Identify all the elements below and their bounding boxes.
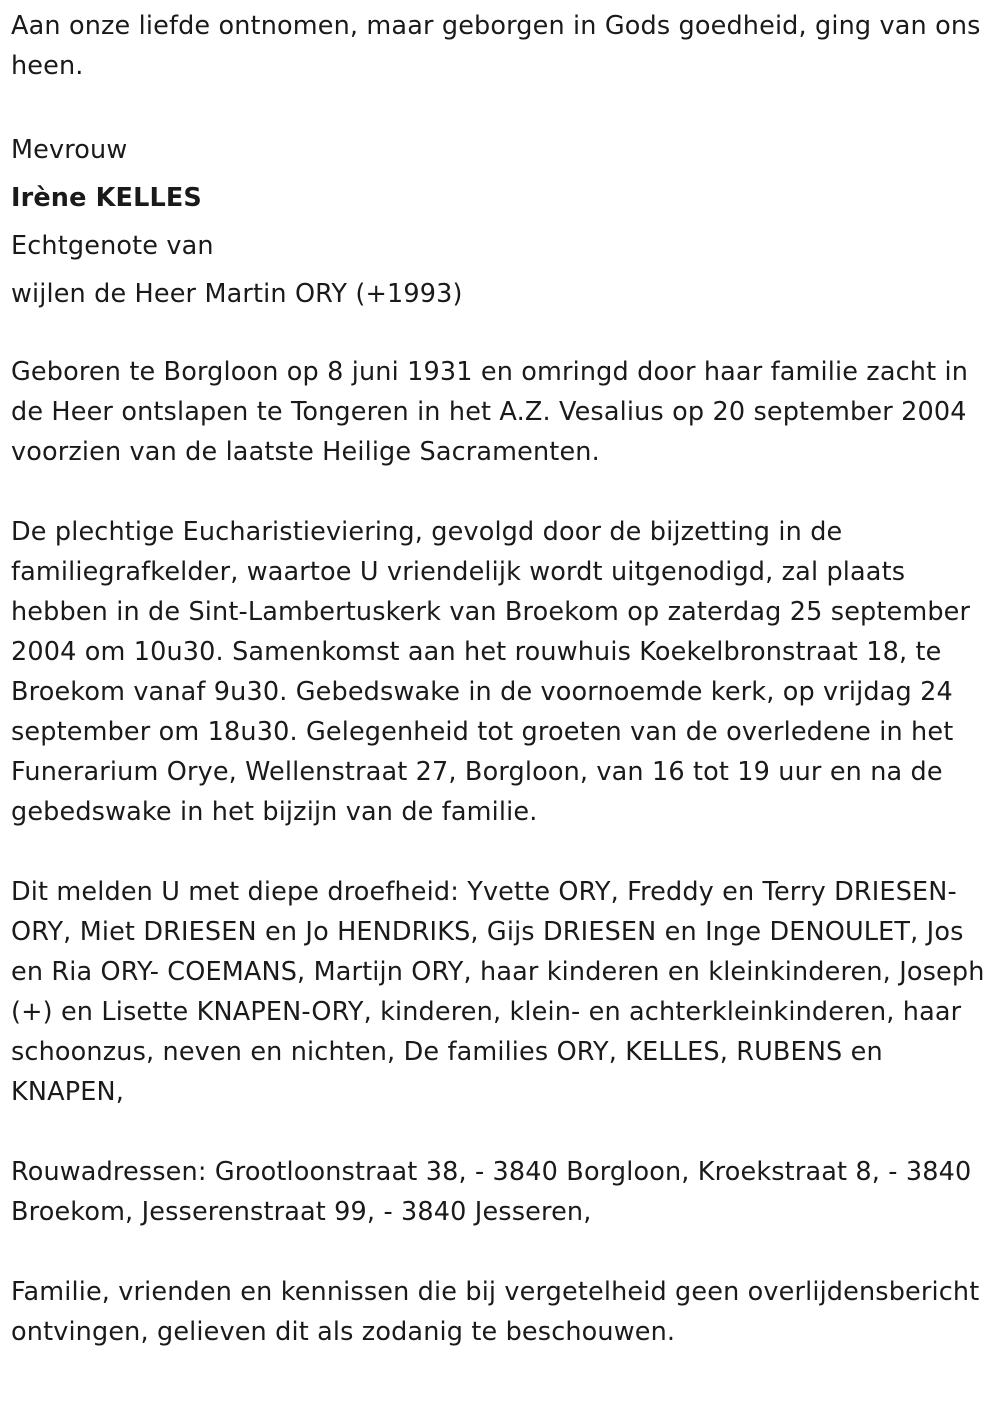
- relation-line-2: wijlen de Heer Martin ORY (+1993): [11, 279, 463, 309]
- spacer: [11, 832, 986, 872]
- funeral-paragraph: De plechtige Eucharistieviering, gevolgd door de bijzetting in de familiegrafkelder, waartoe U vriendelijk wordt uitgenodigd, zal plaats hebben in de Sint-Lambertuskerk van Broekom op zaterdag 25 september 2004 om 10u30. Samenkomst aan het rouwhuis Koekelbronstraat 18, te Broekom vanaf 9u30. Gebedswake in de voornoemde kerk, op vrijdag 24 september om 18u30. Gelegenheid tot groeten van de overledene in het Funerarium Orye, Wellenstraat 27, Borgloon, van 16 tot 19 uur en na de gebedswake in het bijzijn van de familie.: [11, 517, 971, 827]
- spacer: [11, 1232, 986, 1272]
- spacer: [11, 1112, 986, 1152]
- spacer: [11, 472, 986, 512]
- spacer: [11, 318, 986, 352]
- spacer: [11, 86, 986, 126]
- obituary-document: [11, 0, 986, 1352]
- closing-paragraph: Familie, vrienden en kennissen die bij vergetelheid geen overlijdensbericht ontvingen, gelieven dit als zodanig te beschouwen.: [11, 1277, 980, 1347]
- title-text: Mevrouw: [11, 135, 128, 165]
- deceased-name: Irène KELLES: [11, 183, 202, 213]
- birth-death-paragraph: Geboren te Borgloon op 8 juni 1931 en omringd door haar familie zacht in de Heer ontslapen te Tongeren in het A.Z. Vesalius op 20 september 2004 voorzien van de laatste Heilige Sacramenten.: [11, 357, 969, 467]
- announcers-paragraph: Dit melden U met diepe droefheid: Yvette ORY, Freddy en Terry DRIESEN-ORY, Miet DRIESEN en Jo HENDRIKS, Gijs DRIESEN en Inge DENOULET, Jos en Ria ORY- COEMANS, Martijn ORY, haar kinderen en kleinkinderen, Joseph (+) en Lisette KNAPEN-ORY, kinderen, klein- en achterkleinkinderen, haar schoonzus, neven en nichten, De families ORY, KELLES, RUBENS en KNAPEN,: [11, 877, 985, 1107]
- relation-line-1: Echtgenote van: [11, 231, 214, 261]
- intro-text: Aan onze liefde ontnomen, maar geborgen in Gods goedheid, ging van ons heen.: [11, 11, 981, 81]
- addresses-paragraph: Rouwadressen: Grootloonstraat 38, - 3840 Borgloon, Kroekstraat 8, - 3840 Broekom, Jesserenstraat 99, - 3840 Jesseren,: [11, 1157, 972, 1227]
